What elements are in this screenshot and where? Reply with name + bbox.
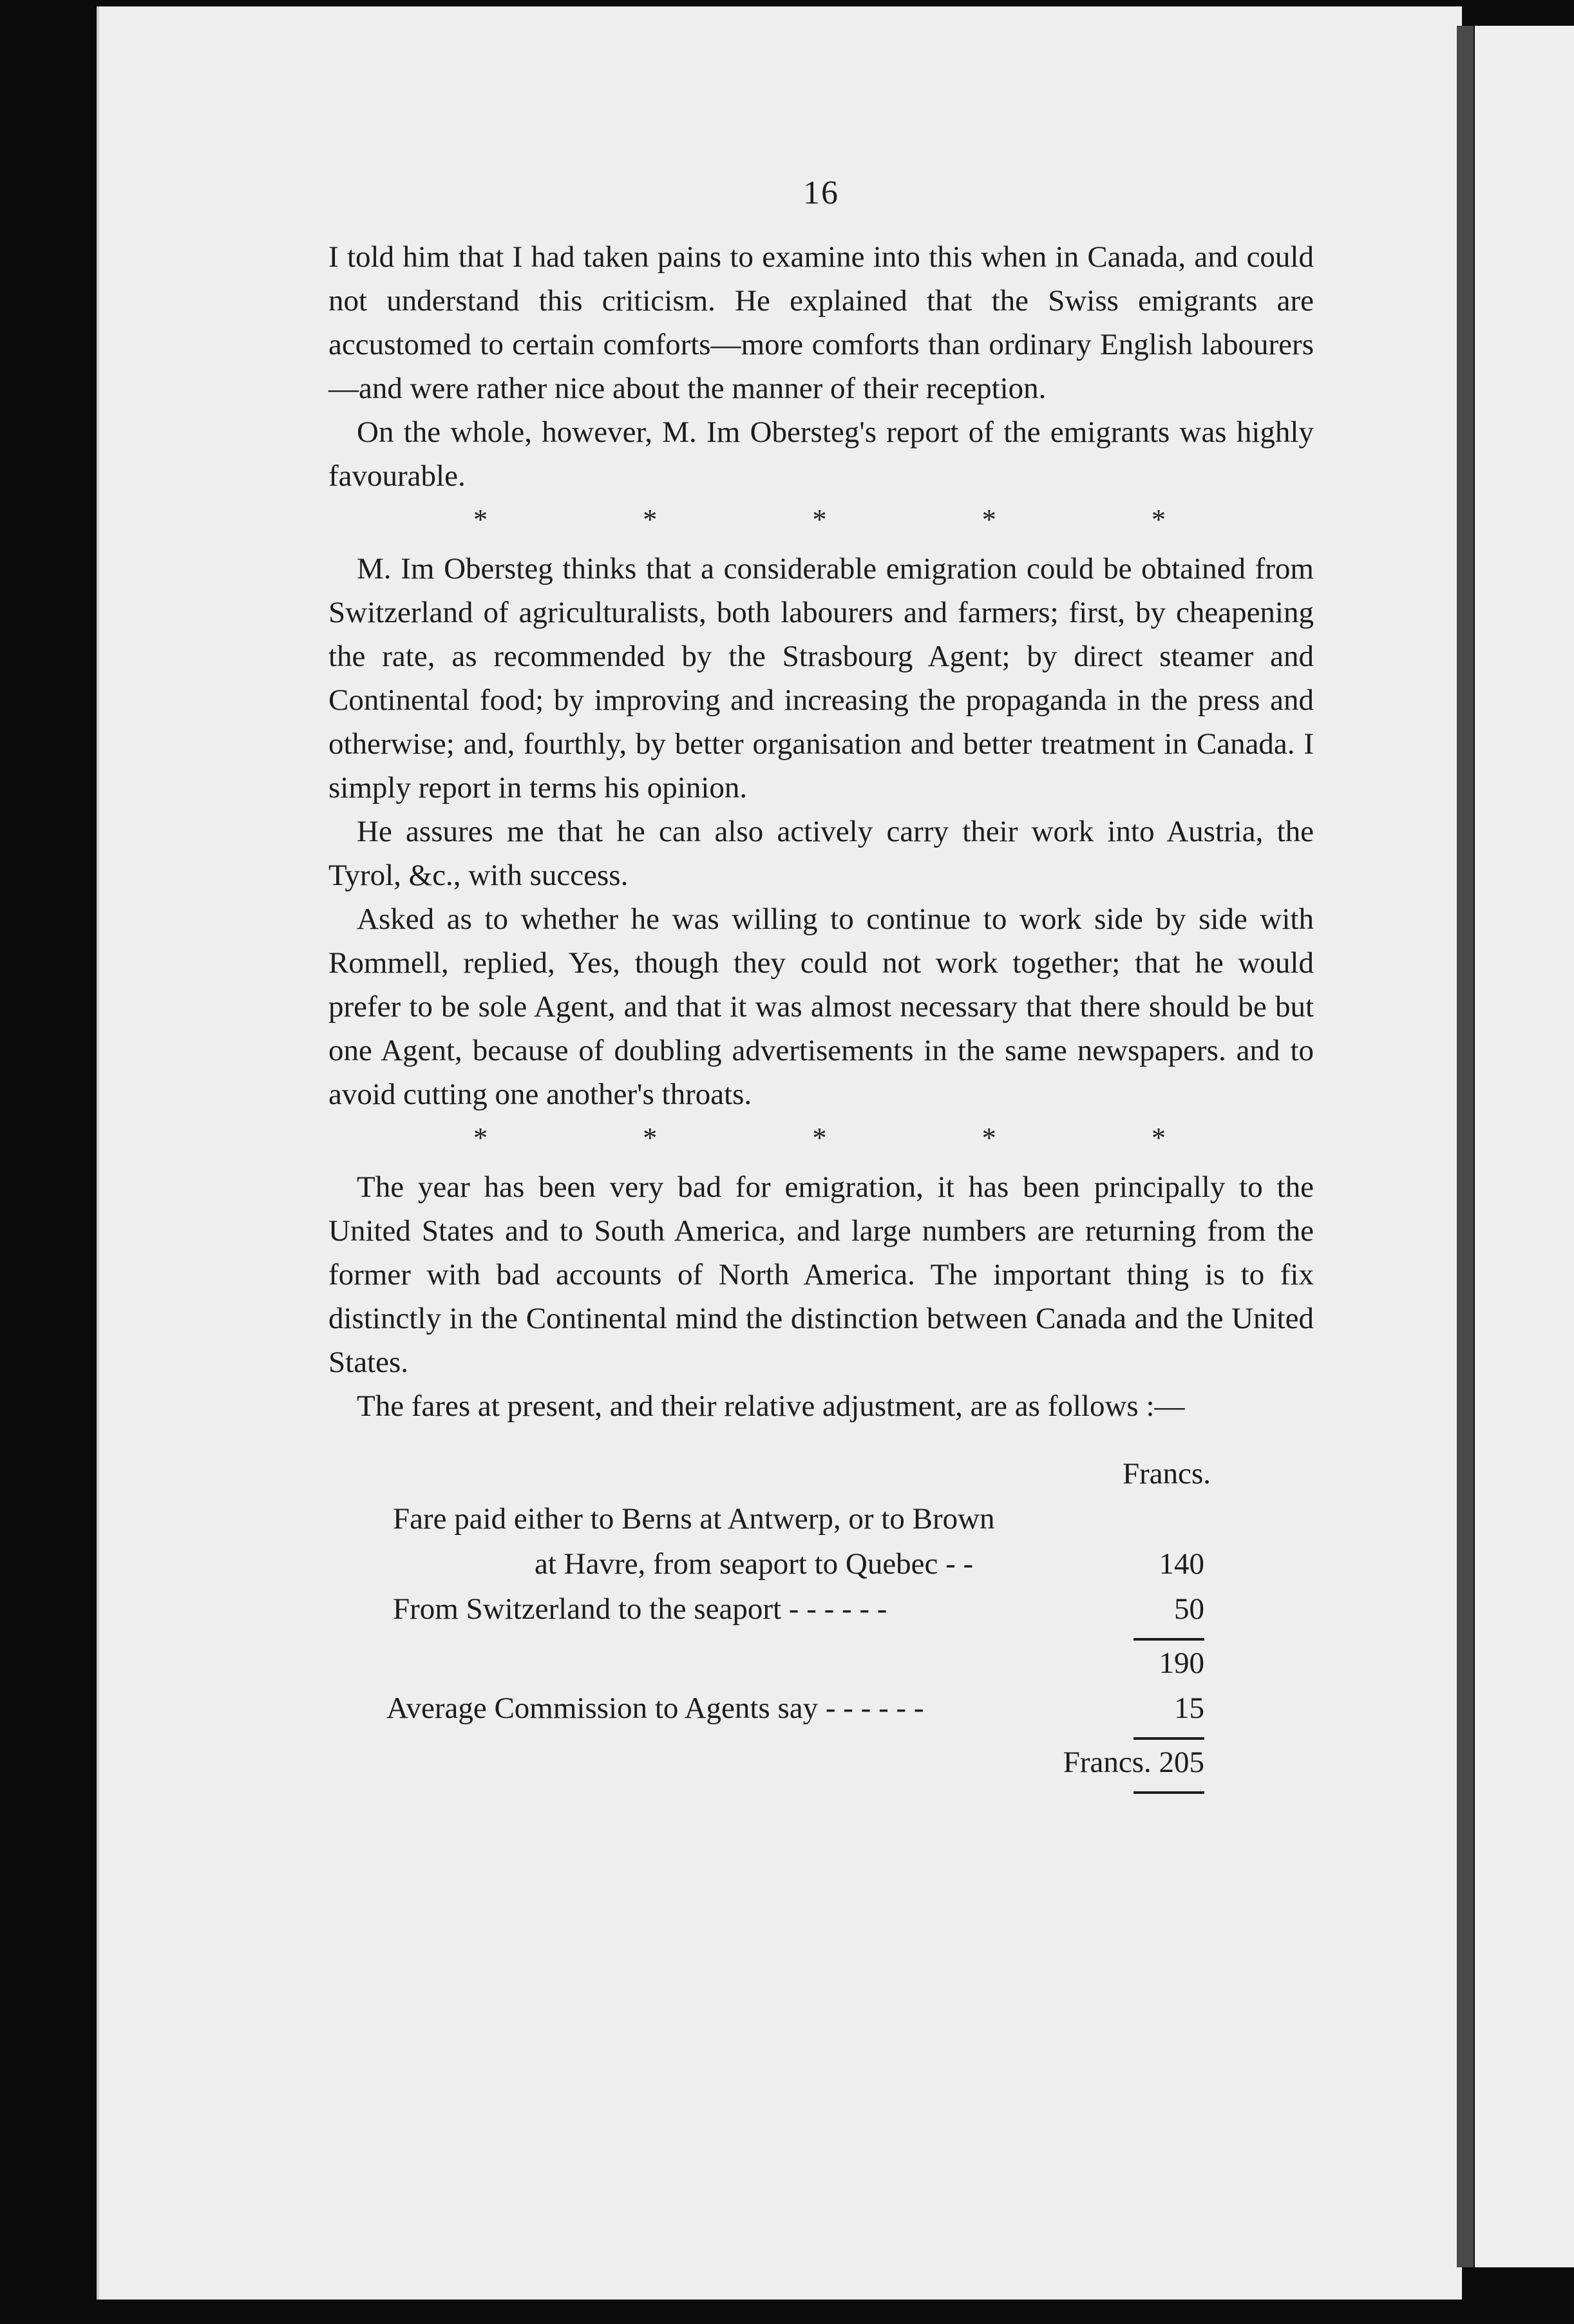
fare-label: Average Commission to Agents say - - - - - - — [386, 1691, 924, 1725]
fare-row — [328, 1740, 1314, 1785]
fare-amount: 50 — [1174, 1592, 1204, 1626]
asterisk: * — [1152, 504, 1166, 535]
asterisk: * — [473, 504, 488, 535]
currency-heading: Francs. — [1122, 1457, 1211, 1491]
asterisk: * — [643, 504, 658, 535]
fare-amount: 140 — [1159, 1547, 1204, 1581]
adjacent-page-edge — [1475, 26, 1574, 2267]
total-amount: Francs. 205 — [1063, 1746, 1204, 1779]
fare-amount: 15 — [1174, 1691, 1204, 1725]
paragraph: He assures me that he can also actively carry their work into Austria, the Tyrol, &c., with success. — [328, 815, 1314, 892]
page-number: 16 — [803, 175, 839, 211]
asterisk: * — [981, 1122, 996, 1154]
asterisk: * — [643, 1122, 658, 1154]
paragraph: M. Im Obersteg thinks that a considerable emigration could be obtained from Switzerland of agriculturalists, both labourers and farmers; first, by cheapening the rate, as recommended by the Strasbourg Agent; by direct steamer and Continental food; by improving and increasing the propaganda in the press and otherwise; and, fourthly, by better organisation and better treatment in Canada. I simply report in terms his opinion. — [328, 552, 1314, 805]
fare-row — [328, 1496, 1314, 1541]
sum-rule — [1133, 1791, 1204, 1794]
asterisk: * — [473, 1122, 488, 1154]
paragraph: The year has been very bad for emigration, it has been principally to the United States and to South America, and large numbers are returning from the former with bad accounts of North America. The important thing is to fix distinctly in the Continental mind the distinction between Canada and the United States. — [328, 1170, 1314, 1379]
paragraph: The fares at present, and their relative adjustment, are as follows :— — [357, 1389, 1185, 1423]
asterisk: * — [812, 1122, 827, 1154]
subtotal-amount: 190 — [1159, 1646, 1204, 1680]
fares-table — [328, 1451, 1314, 1794]
asterisk: * — [1152, 1122, 1166, 1154]
book-spine — [1457, 26, 1474, 2267]
paragraph: I told him that I had taken pains to examine into this when in Canada, and could not understand this criticism. He explained that the Swiss emigrants are accustomed to certain comforts—more comforts than ordinary English labourers—and were rather nice about the manner of their reception. — [328, 240, 1314, 405]
section-separator — [328, 502, 1314, 538]
fare-label: at Havre, from seaport to Quebec - - — [535, 1547, 974, 1581]
fare-label: Fare paid either to Berns at Antwerp, or to Brown — [393, 1502, 995, 1536]
paragraph: On the whole, however, M. Im Obersteg's report of the emigrants was highly favourable. — [328, 415, 1314, 493]
fare-row — [328, 1586, 1314, 1632]
paragraph: Asked as to whether he was willing to continue to work side by side with Rommell, replied, Yes, though they could not work together; that he would prefer to be sole Agent, and that it was almost necessary that there should be but one Agent, because of doubling advertisements in the same newspapers. and to avoid cutting one another's throats. — [328, 902, 1314, 1111]
fare-row — [328, 1686, 1314, 1731]
section-separator — [328, 1120, 1314, 1156]
asterisk: * — [981, 504, 996, 535]
fare-label: From Switzerland to the seaport - - - - - - — [393, 1592, 887, 1626]
fare-row — [328, 1541, 1314, 1586]
page-text — [328, 174, 1314, 1794]
fare-row — [328, 1641, 1314, 1686]
asterisk: * — [812, 504, 827, 535]
